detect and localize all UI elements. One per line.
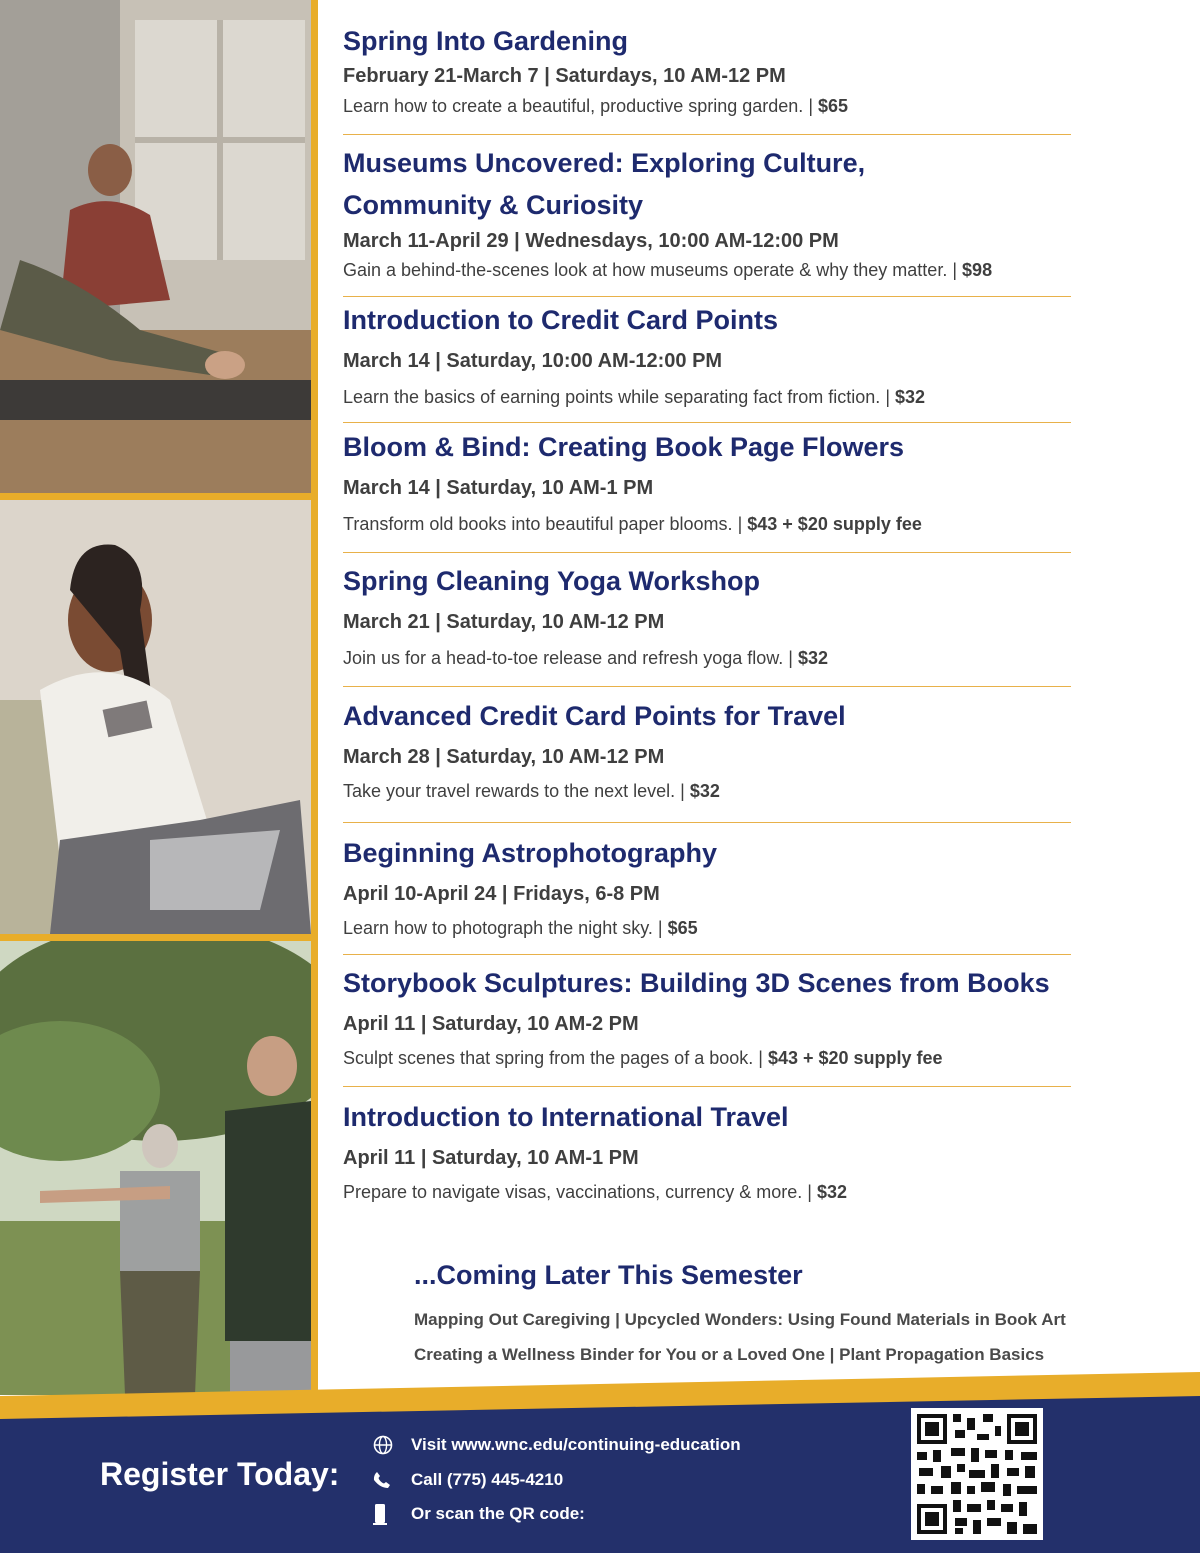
course-description [343,382,1143,412]
divider [343,954,1071,955]
course-schedule: March 14 | Saturday, 10:00 AM-12:00 PM [343,350,723,372]
course-price: $65 [667,918,698,938]
course-title: Spring Into Gardening [343,26,628,56]
price-separator: | [808,96,813,116]
description-text: Join us for a head-to-toe release and refresh yoga flow. [343,648,784,668]
course-price: $43 + $20 supply fee [747,514,922,534]
course-title: Museums Uncovered: Exploring Culture, Community & Curiosity [343,148,866,220]
phone-contact[interactable] [373,1467,563,1493]
qr-prompt [373,1501,585,1527]
globe-icon [373,1434,399,1456]
qr-prompt-text: Or scan the QR code: [411,1504,585,1523]
phone-number[interactable]: Call (775) 445-4210 [411,1470,564,1489]
course-title: Bloom & Bind: Creating Book Page Flowers [343,432,905,462]
course-title: Beginning Astrophotography [343,838,717,868]
qr-code[interactable] [911,1408,1043,1540]
description-text: Prepare to navigate visas, vaccinations, currency & more. [343,1182,803,1202]
description-text: Learn how to create a beautiful, productive spring garden. [343,96,804,116]
price-separator: | [807,1182,812,1202]
mobile-icon [373,1503,399,1525]
course-title: Advanced Credit Card Points for Travel [343,701,846,731]
course-schedule: March 14 | Saturday, 10 AM-1 PM [343,477,654,499]
price-separator: | [657,918,663,938]
price-separator: | [737,514,743,534]
coming-later-row: Mapping Out Caregiving | Upcycled Wonders: Using Found Materials in Book Art [414,1310,1066,1329]
qr-code-graphic [911,1408,1043,1540]
course-storybook-sculptures [343,963,1143,1071]
divider [343,134,1071,135]
course-title: Introduction to Credit Card Points [343,305,778,335]
course-description [343,509,1143,539]
divider [343,822,1071,823]
phone-icon [373,1469,399,1491]
course-title: Storybook Sculptures: Building 3D Scenes from Books [343,968,1050,998]
divider [343,422,1071,423]
course-price: $32 [689,781,720,801]
divider [343,1086,1071,1087]
course-schedule: April 10-April 24 | Fridays, 6-8 PM [343,883,660,905]
course-description [343,643,1143,673]
course-price: $65 [818,96,849,116]
course-spring-gardening [343,21,1143,121]
price-separator: | [885,387,890,407]
course-description [343,1179,1143,1205]
course-schedule: March 11-April 29 | Wednesdays, 10:00 AM-12:00 PM [343,230,839,252]
course-description [343,91,1143,121]
coming-later-row: Creating a Wellness Binder for You or a Loved One | Plant Propagation Basics [414,1345,1045,1364]
divider [343,686,1071,687]
website-contact[interactable] [373,1432,741,1458]
description-text: Gain a behind-the-scenes look at how museums operate & why they matter. [343,260,948,280]
coming-later-section [414,1256,1194,1372]
course-schedule: March 21 | Saturday, 10 AM-12 PM [343,611,665,633]
description-text: Sculpt scenes that spring from the pages of a book. [343,1048,754,1068]
photo-yoga-woman [0,0,311,493]
course-description [343,778,1143,804]
course-museums-uncovered [343,142,1143,284]
course-schedule: April 11 | Saturday, 10 AM-1 PM [343,1147,639,1169]
photo-woman-laptop [0,500,311,934]
course-price: $98 [962,260,993,280]
course-price: $32 [797,648,829,668]
divider [343,552,1071,553]
photo-column [0,0,318,1395]
course-price: $32 [816,1182,847,1202]
course-description [343,256,1143,284]
course-description [343,1045,1143,1071]
register-today-label: Register Today: [100,1456,340,1492]
price-separator: | [952,260,958,280]
course-title: Spring Cleaning Yoga Workshop [343,566,761,596]
description-text: Learn how to photograph the night sky. [343,918,653,938]
course-price: $43 + $20 supply fee [767,1048,943,1068]
course-price: $32 [895,387,926,407]
photo-tai-chi-couple [0,941,311,1395]
coming-later-title: ...Coming Later This Semester [414,1260,803,1290]
course-advanced-credit-card-points [343,696,1143,804]
description-text: Learn the basics of earning points while separating fact from fiction. [343,387,881,407]
course-schedule: March 28 | Saturday, 10 AM-12 PM [343,746,665,768]
price-separator: | [680,781,685,801]
course-bloom-and-bind [343,427,1143,539]
price-separator: | [758,1048,763,1068]
description-text: Transform old books into beautiful paper blooms. [343,514,733,534]
website-link[interactable]: Visit www.wnc.edu/continuing-education [411,1435,741,1454]
price-separator: | [788,648,793,668]
divider [343,296,1071,297]
course-astrophotography [343,833,1143,941]
course-international-travel [343,1097,1143,1205]
course-credit-card-points [343,300,1143,412]
course-description [343,915,1143,941]
course-title: Introduction to International Travel [343,1102,789,1132]
course-spring-cleaning-yoga [343,561,1143,673]
description-text: Take your travel rewards to the next level. [343,781,676,801]
course-schedule: February 21-March 7 | Saturdays, 10 AM-12 PM [343,65,786,87]
course-schedule: April 11 | Saturday, 10 AM-2 PM [343,1013,639,1035]
